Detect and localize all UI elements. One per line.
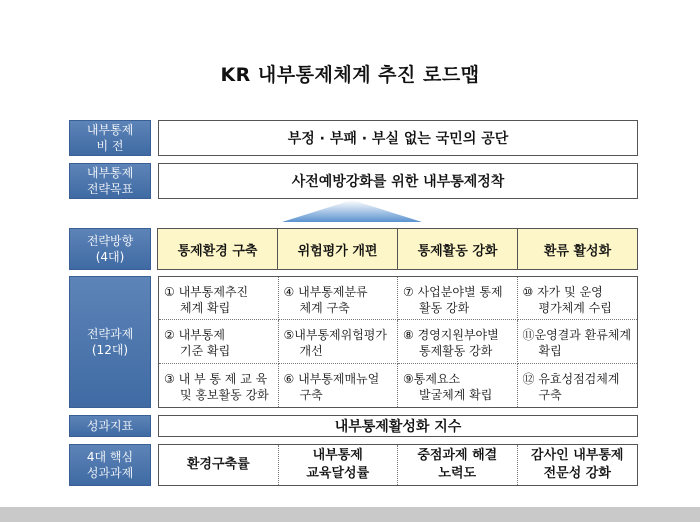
label-direction-line1: 전략방향	[86, 234, 134, 248]
core-task-line2: 노력도	[438, 466, 477, 481]
core-task-line2: 전문성 강화	[543, 466, 611, 481]
task-line2: 활동 강화	[419, 300, 470, 315]
label-goal	[69, 163, 151, 199]
task-line1: ⑫ 유효성점검체계	[522, 371, 620, 386]
label-vision-line1: 내부통제	[86, 123, 134, 137]
direction-item: 통제환경 구축	[157, 228, 278, 270]
task-line1: ④ 내부통제분류	[283, 284, 368, 299]
task-item	[518, 320, 638, 363]
vision-box: 부정 · 부패 · 부실 없는 국민의 공단	[158, 120, 638, 156]
task-item	[159, 320, 279, 363]
task-line2: 평가체계 수립	[538, 300, 612, 315]
core-task-line1: 감사인 내부통제	[531, 448, 624, 463]
direction-item: 환류 활성화	[517, 228, 638, 270]
goal-box: 사전예방강화를 위한 내부통제정착	[158, 163, 638, 199]
task-line1: ⑪운영결과 환류체계	[522, 327, 632, 342]
core-task-item	[398, 445, 518, 485]
task-item	[518, 277, 638, 320]
kpi-box: 내부통제활성화 지수	[158, 415, 638, 437]
task-line2: 개선	[299, 343, 323, 358]
directions-row	[158, 228, 638, 270]
label-goal-line2: 전략목표	[86, 182, 134, 196]
label-kpi	[69, 415, 151, 437]
label-core	[69, 444, 151, 486]
label-core-line2: 성과과제	[86, 466, 134, 480]
label-kpi-text: 성과지표	[86, 419, 134, 433]
task-item	[279, 364, 399, 407]
core-task-item	[279, 445, 399, 485]
task-item	[398, 320, 518, 363]
task-line1: ① 내부통제추진	[164, 284, 249, 299]
footer-bar	[0, 507, 700, 522]
task-line1: ⑧ 경영지원부야별	[403, 327, 499, 342]
diagram-title: KR 내부통제체계 추진 로드맵	[220, 64, 480, 86]
task-item	[518, 364, 638, 407]
task-item	[398, 277, 518, 320]
core-task-line1: 중점과제 해결	[417, 448, 498, 463]
task-line1: ③ 내 부 통 제 교 육	[164, 371, 268, 386]
tasks-grid	[158, 276, 638, 408]
task-line2: 및 홍보활동 강화	[180, 387, 269, 402]
core-tasks-row	[158, 444, 638, 486]
core-task-line1: 내부통제	[312, 448, 363, 463]
task-line1: ⑥ 내부통제매뉴얼	[283, 371, 380, 386]
core-task-item	[159, 445, 279, 485]
task-line2: 구축	[538, 387, 562, 402]
label-tasks	[69, 276, 151, 408]
task-line1: ⑨통제요소	[403, 371, 461, 386]
label-tasks-line2: (12대)	[91, 343, 129, 357]
core-task-line1: 환경구축률	[186, 457, 250, 472]
direction-item: 위험평가 개편	[277, 228, 398, 270]
task-item	[279, 277, 399, 320]
task-line1: ⑤내부통제위험평가	[283, 327, 387, 342]
label-tasks-line1: 전략과제	[86, 327, 134, 341]
task-line2: 기준 확립	[180, 343, 231, 358]
task-line1: ⑩ 자가 및 운영	[522, 284, 603, 299]
label-vision-line2: 비 전	[96, 139, 124, 153]
label-core-line1: 4대 핵심	[86, 450, 134, 464]
task-item	[398, 364, 518, 407]
task-line2: 통제활동 강화	[419, 343, 493, 358]
label-direction	[69, 228, 151, 270]
label-vision	[69, 120, 151, 156]
task-line2: 체계 구축	[299, 300, 350, 315]
task-line1: ② 내부통제	[164, 327, 225, 342]
task-line1: ⑦ 사업분야별 통제	[403, 284, 503, 299]
task-item	[279, 320, 399, 363]
core-task-line2: 교육달성률	[306, 466, 370, 481]
label-goal-line1: 내부통제	[86, 166, 134, 180]
task-line2: 체계 확립	[180, 300, 231, 315]
task-item	[159, 277, 279, 320]
up-arrow	[282, 200, 422, 222]
task-line2: 발굴체계 확립	[419, 387, 493, 402]
task-line2: 구축	[299, 387, 323, 402]
task-item	[159, 364, 279, 407]
core-task-item	[518, 445, 638, 485]
task-line2: 확립	[538, 343, 562, 358]
label-direction-line2: (4대)	[95, 250, 125, 264]
direction-item: 통제활동 강화	[397, 228, 518, 270]
